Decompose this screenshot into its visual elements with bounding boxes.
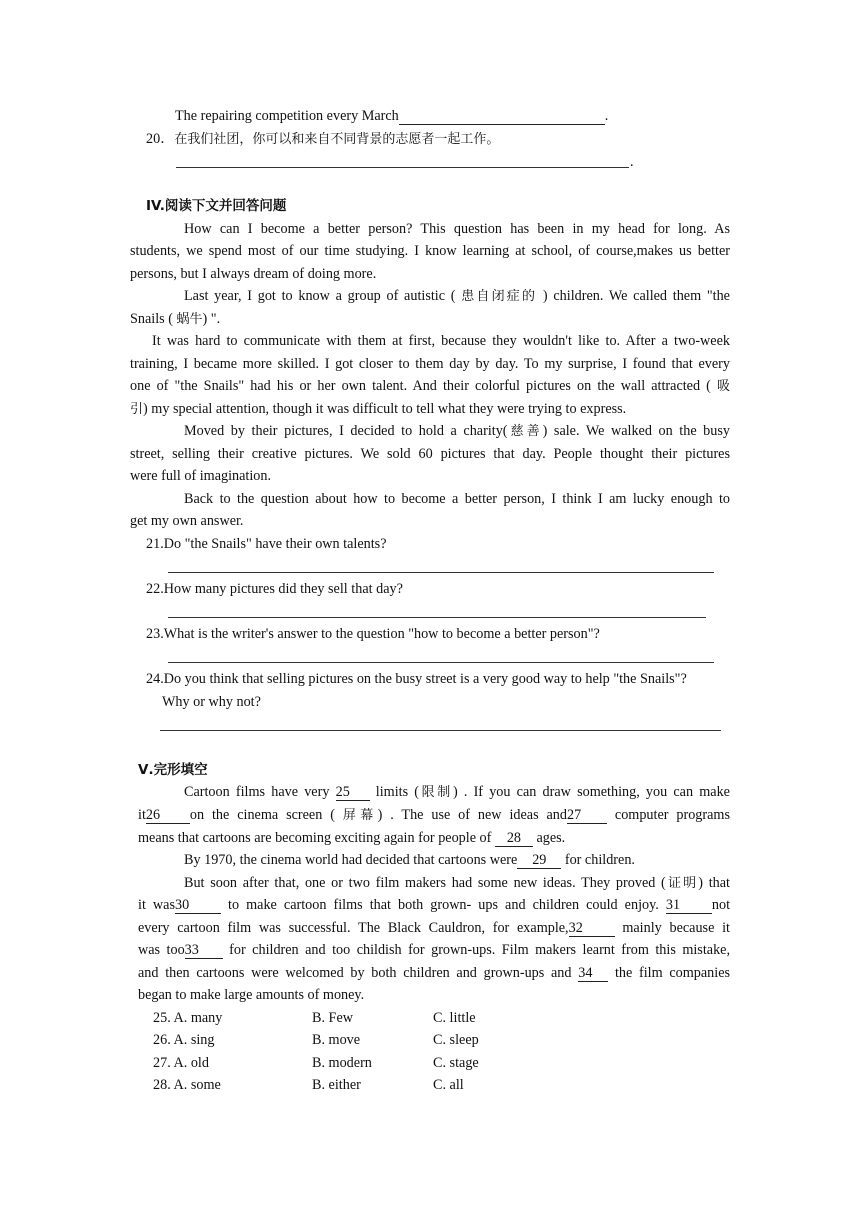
cloze-text: computer programs [614, 807, 730, 823]
passage-line: It was hard to communicate with them at first, because they wouldn't like to. After a two-week [152, 333, 730, 349]
blank-28[interactable]: 28 [495, 830, 533, 847]
answer-line-21[interactable] [168, 572, 714, 573]
gloss-screen: 屏幕 [342, 808, 378, 823]
passage-line: get my own answer. [130, 513, 244, 529]
passage-text: Snails ( [130, 311, 173, 327]
question-21: 21.Do "the Snails" have their own talents? [146, 536, 387, 552]
gloss-autistic: 患自闭症的 [461, 289, 538, 304]
option-28-a: 28. A. some [153, 1077, 221, 1093]
cloze-line [184, 782, 730, 803]
cloze-line [138, 895, 730, 915]
cloze-text: ) . The use of new ideas and [377, 807, 567, 823]
passage-text: Last year, I got to know a group of autistic ( [184, 288, 456, 304]
gloss-snails: 蜗牛 [176, 312, 203, 327]
sentence-19-end: . [604, 108, 609, 124]
cloze-text: mainly because it [622, 920, 730, 936]
cloze-text: ages. [536, 830, 566, 846]
cloze-text: it [138, 807, 146, 823]
passage-line: were full of imagination. [130, 468, 272, 484]
question-20-text: 在我们社团，你可以和来自不同背景的志愿者一起工作。 [174, 132, 500, 147]
gloss-attract: 吸 [716, 379, 730, 394]
blank-34[interactable]: 34 [578, 965, 608, 982]
blank-26[interactable]: 26 [146, 807, 190, 824]
answer-line-23[interactable] [168, 662, 714, 663]
cloze-text: Cartoon films have very [184, 784, 330, 800]
option-27-c: C. stage [433, 1055, 479, 1071]
question-23: 23.What is the writer's answer to the question "how to become a better person"? [146, 626, 600, 642]
option-27-a: 27. A. old [153, 1055, 209, 1071]
answer-line-20-end: . [630, 154, 634, 170]
gloss-charity: 慈善 [507, 424, 543, 439]
cloze-text: means that cartoons are becoming exciting again for people of [138, 830, 492, 846]
option-26-c: C. sleep [433, 1032, 479, 1048]
gloss-limit: 限制 [419, 785, 453, 800]
question-20 [146, 129, 499, 150]
section-iv-heading: IV.阅读下文并回答问题 [146, 198, 287, 214]
cloze-line [138, 918, 730, 938]
cloze-text: ) . If you can draw something, you can make [452, 784, 730, 800]
cloze-text: and then cartoons were welcomed by both children and grown-ups and [138, 965, 572, 981]
answer-line-22[interactable] [168, 617, 706, 618]
passage-line: persons, but I always dream of doing more. [130, 266, 377, 282]
option-25-a: 25. A. many [153, 1010, 223, 1026]
cloze-text: the film companies [614, 965, 731, 981]
blank-33[interactable]: 33 [185, 942, 223, 959]
cloze-text: it was [138, 897, 175, 913]
passage-line: students, we spend most of our time studying. I know learning at school, of course,makes us better [130, 243, 730, 259]
passage-line [130, 399, 626, 420]
gloss-attract-end: 引 [130, 402, 144, 417]
cloze-text: limits ( [375, 784, 420, 800]
question-24-continued: Why or why not? [162, 694, 261, 710]
passage-line: street, selling their creative pictures. We sold 60 pictures that day. People thought their pictures [130, 446, 730, 462]
cloze-line [184, 850, 635, 870]
cloze-text: But soon after that, one or two film makers had some new ideas. They proved ( [184, 875, 666, 891]
sentence-19-text: The repairing competition every March [175, 108, 399, 124]
option-26-b: B. move [312, 1032, 361, 1048]
passage-line [130, 376, 730, 397]
option-25-b: B. Few [312, 1010, 353, 1026]
cloze-text: to make cartoon films that both grown- ups and children could enjoy. [228, 897, 659, 913]
cloze-text: for children and too childish for grown-ups. Film makers learnt from this mistake, [229, 942, 731, 958]
blank-30[interactable]: 30 [175, 897, 221, 914]
passage-text: ) sale. We walked on the busy [542, 423, 730, 439]
answer-line-20[interactable] [176, 167, 629, 168]
passage-text: ) my special attention, though it was difficult to tell what they were trying to express. [143, 401, 627, 417]
cloze-line [138, 805, 730, 826]
question-20-number: 20． [146, 131, 175, 147]
passage-line [184, 286, 730, 307]
passage-line: Back to the question about how to become a better person, I think I am lucky enough to [184, 491, 730, 507]
passage-text: ) children. We called them "the [542, 288, 730, 304]
cloze-text: every cartoon film was successful. The Black Cauldron, for example, [138, 920, 569, 936]
option-28-c: C. all [433, 1077, 464, 1093]
option-26-a: 26. A. sing [153, 1032, 215, 1048]
answer-line-24[interactable] [160, 730, 721, 731]
option-25-c: C. little [433, 1010, 476, 1026]
blank-27[interactable]: 27 [567, 807, 607, 824]
cloze-line [138, 940, 730, 960]
passage-text: Moved by their pictures, I decided to hold a charity( [184, 423, 508, 439]
passage-line [184, 421, 730, 442]
cloze-line [138, 963, 730, 983]
passage-line [130, 309, 220, 330]
answer-blank-19[interactable] [399, 108, 605, 125]
cloze-text: for children. [564, 852, 635, 868]
cloze-text: By 1970, the cinema world had decided that cartoons were [184, 852, 518, 868]
cloze-line [138, 828, 565, 848]
cloze-text: not [711, 897, 731, 913]
option-28-b: B. either [312, 1077, 361, 1093]
cloze-text: on the cinema screen ( [189, 807, 335, 823]
question-22: 22.How many pictures did they sell that day? [146, 581, 403, 597]
cloze-line [184, 873, 730, 894]
passage-text: ) ". [202, 311, 221, 327]
passage-line: training, I became more skilled. I got closer to them day by day. To my surprise, I found that every [130, 356, 730, 372]
blank-25[interactable]: 25 [336, 784, 370, 801]
cloze-line: began to make large amounts of money. [138, 987, 365, 1003]
question-24: 24.Do you think that selling pictures on the busy street is a very good way to help "the Snails"? [146, 671, 687, 687]
sentence-19 [175, 106, 608, 126]
gloss-prove: 证明 [665, 876, 699, 891]
passage-line: How can I become a better person? This question has been in my head for long. As [184, 221, 730, 237]
option-27-b: B. modern [312, 1055, 372, 1071]
blank-31[interactable]: 31 [666, 897, 712, 914]
blank-29[interactable]: 29 [517, 852, 561, 869]
section-v-heading: Ⅴ.完形填空 [138, 762, 208, 778]
passage-text: one of "the Snails" had his or her own talent. And their colorful pictures on the wall attracted ( [130, 378, 711, 394]
blank-32[interactable]: 32 [569, 920, 615, 937]
cloze-text: ) that [698, 875, 730, 891]
cloze-text: was too [138, 942, 185, 958]
